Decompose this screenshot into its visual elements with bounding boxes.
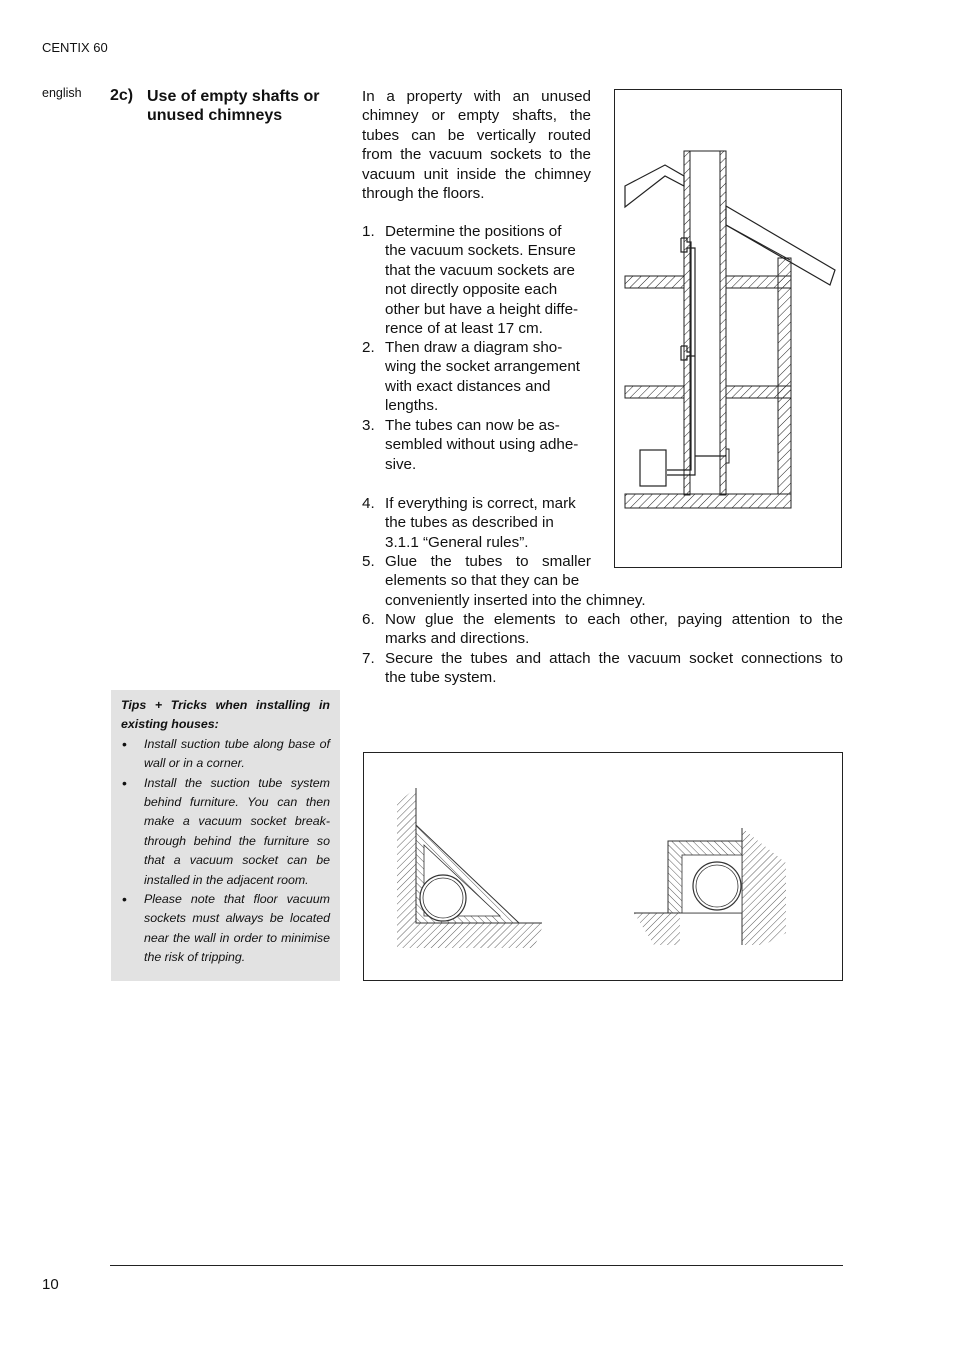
step-line: Secure the tubes and attach the vacuum socket connections to xyxy=(385,650,843,667)
floor-slab xyxy=(625,386,684,398)
step-number: 2. xyxy=(362,339,375,356)
tips-item xyxy=(121,890,330,968)
step-number: 5. xyxy=(362,553,375,570)
tube-installation-diagram xyxy=(363,752,843,981)
tube-cross-section xyxy=(693,862,741,910)
wall-side xyxy=(742,828,786,945)
step-line: wing the socket arrangement xyxy=(385,358,581,376)
step-line: lengths. xyxy=(385,397,439,415)
footer-divider xyxy=(110,1265,843,1266)
step-line: the tube system. xyxy=(385,669,497,687)
step-line: elements so that they can be xyxy=(385,572,580,590)
chimney-diagram xyxy=(614,89,842,568)
bullet-icon: • xyxy=(122,774,127,791)
step-number: 3. xyxy=(362,417,375,434)
intro-paragraph: In a property with an unused chimney or empty shafts, the tubes can be vertically routed from the vacuum sockets to the vacuum unit inside the chimney through the floors. xyxy=(362,88,591,203)
bullet-icon: • xyxy=(122,735,127,752)
step-line: conveniently inserted into the chimney. xyxy=(385,591,646,609)
step-line: other but have a height diffe- xyxy=(385,300,579,318)
step-number: 4. xyxy=(362,495,375,512)
tips-item xyxy=(121,774,330,890)
step-number: 1. xyxy=(362,223,375,240)
section-title: Use of empty shafts or unused chimneys xyxy=(147,88,320,124)
tube-installation-svg xyxy=(364,753,842,980)
step-line: not directly opposite each xyxy=(385,281,558,299)
roof-left xyxy=(625,165,684,207)
tips-item xyxy=(121,735,330,774)
section-number: 2c) xyxy=(110,87,134,104)
vacuum-socket xyxy=(726,449,729,463)
tips-box xyxy=(111,690,340,981)
tube-cross-section xyxy=(420,875,466,921)
step-line: The tubes can now be as- xyxy=(385,417,560,434)
step-text xyxy=(385,494,591,552)
page-number: 10 xyxy=(42,1276,59,1293)
vacuum-unit xyxy=(640,450,666,486)
chimney-diagram-svg xyxy=(615,90,841,567)
step-line: marks and directions. xyxy=(385,630,530,648)
chimney-wall-right xyxy=(720,151,726,495)
floor-slab-ground xyxy=(625,494,791,508)
step-number: 7. xyxy=(362,650,375,667)
step-line: rence of at least 17 cm. xyxy=(385,320,543,338)
tips-item-text: Please note that floor vacuum sockets must always be located near the wall in order to minimise the risk of tripping. xyxy=(144,892,330,965)
bullet-icon: • xyxy=(122,891,127,908)
step-line: Then draw a diagram sho- xyxy=(385,339,563,356)
step-line: Determine the positions of xyxy=(385,223,562,240)
floor-base xyxy=(634,913,680,945)
tips-item-text: Install suction tube along base of wall or in a corner. xyxy=(144,736,330,771)
outer-wall xyxy=(778,258,791,494)
tips-title: Tips + Tricks when installing in existing houses: xyxy=(121,698,330,732)
step-line: with exact distances and xyxy=(385,377,551,395)
step-line: 3.1.1 “General rules”. xyxy=(385,533,529,551)
step-number: 6. xyxy=(362,611,375,628)
step-line: that the vacuum sockets are xyxy=(385,261,575,279)
step-text xyxy=(385,338,591,416)
language-label: english xyxy=(42,86,82,100)
document-header: CENTIX 60 xyxy=(42,40,108,55)
step-line: the tubes as described in xyxy=(385,514,554,532)
step-line: Now glue the elements to each other, paying attention to the xyxy=(385,611,843,628)
tips-list xyxy=(121,735,330,968)
step-text xyxy=(385,610,843,649)
step-line: sembled without using adhe- xyxy=(385,436,579,454)
chimney-wall-left xyxy=(684,151,690,495)
step-text xyxy=(385,222,591,338)
step-line: the vacuum sockets. Ensure xyxy=(385,242,576,260)
step-text xyxy=(385,649,843,688)
step-text xyxy=(385,416,591,474)
step-line: Glue the tubes to smaller xyxy=(385,553,591,570)
tips-item-text: Install the suction tube system behind furniture. You can then make a vacuum socket break-through behind the furniture so that a vacuum socket can be installed in the adjacent room. xyxy=(144,775,330,887)
floor-slab xyxy=(625,276,684,288)
step-line: If everything is correct, mark xyxy=(385,495,576,512)
step-line: sive. xyxy=(385,455,417,473)
